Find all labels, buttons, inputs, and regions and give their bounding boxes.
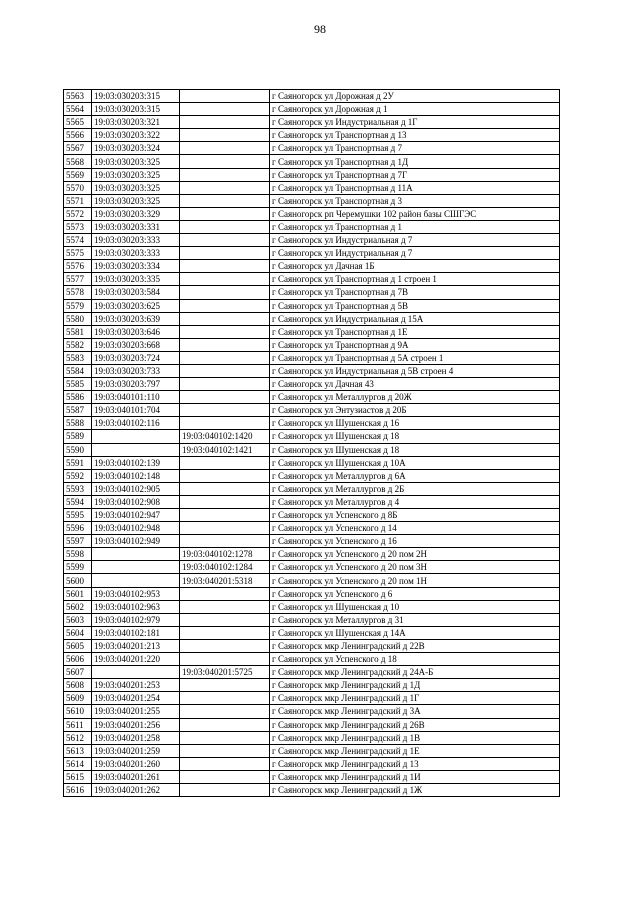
cadastral-number-cell: 19:03:040102:979	[92, 613, 180, 626]
table-row	[64, 247, 560, 260]
page-number: 98	[314, 22, 326, 36]
building-cadastral-number-cell	[180, 129, 270, 142]
row-number-cell: 5567	[64, 142, 92, 155]
row-number-cell: 5586	[64, 391, 92, 404]
building-cadastral-number-cell	[180, 469, 270, 482]
building-cadastral-number-cell	[180, 417, 270, 430]
cadastral-number-cell: 19:03:040201:258	[92, 731, 180, 744]
row-number-cell: 5610	[64, 705, 92, 718]
address-cell: г Саяногорск ул Энтузиастов д 20Б	[270, 404, 560, 417]
row-number-cell: 5606	[64, 653, 92, 666]
table-row	[64, 417, 560, 430]
address-cell: г Саяногорск ул Дорожная д 2У	[270, 90, 560, 103]
cadastral-number-cell: 19:03:030203:334	[92, 260, 180, 273]
cadastral-number-cell: 19:03:040102:908	[92, 495, 180, 508]
building-cadastral-number-cell	[180, 234, 270, 247]
table-row	[64, 548, 560, 561]
address-cell: г Саяногорск ул Успенского д 14	[270, 522, 560, 535]
address-cell: г Саяногорск ул Транспортная д 1Е	[270, 325, 560, 338]
building-cadastral-number-cell: 19:03:040102:1278	[180, 548, 270, 561]
table-row	[64, 639, 560, 652]
address-cell: г Саяногорск ул Транспортная д 3	[270, 194, 560, 207]
building-cadastral-number-cell	[180, 456, 270, 469]
address-cell: г Саяногорск ул Успенского д 6	[270, 587, 560, 600]
cadastral-number-cell: 19:03:030203:333	[92, 247, 180, 260]
building-cadastral-number-cell	[180, 495, 270, 508]
table-row	[64, 286, 560, 299]
table-row	[64, 338, 560, 351]
cadastral-number-cell: 19:03:040201:260	[92, 757, 180, 770]
row-number-cell: 5595	[64, 509, 92, 522]
cadastral-number-cell: 19:03:030203:325	[92, 194, 180, 207]
cadastral-number-cell	[92, 561, 180, 574]
address-cell: г Саяногорск ул Металлургов д 4	[270, 495, 560, 508]
table-row	[64, 744, 560, 757]
address-cell: г Саяногорск мкр Ленинградский д 1И	[270, 770, 560, 783]
building-cadastral-number-cell	[180, 299, 270, 312]
table-row	[64, 351, 560, 364]
table-row	[64, 718, 560, 731]
address-cell: г Саяногорск ул Дачная 43	[270, 378, 560, 391]
table-row	[64, 574, 560, 587]
row-number-cell: 5593	[64, 482, 92, 495]
row-number-cell: 5574	[64, 234, 92, 247]
building-cadastral-number-cell	[180, 522, 270, 535]
building-cadastral-number-cell: 19:03:040102:1284	[180, 561, 270, 574]
row-number-cell: 5587	[64, 404, 92, 417]
cadastral-number-cell: 19:03:040201:261	[92, 770, 180, 783]
cadastral-number-cell: 19:03:030203:639	[92, 312, 180, 325]
cadastral-number-cell: 19:03:030203:797	[92, 378, 180, 391]
cadastral-number-cell: 19:03:040201:253	[92, 679, 180, 692]
row-number-cell: 5598	[64, 548, 92, 561]
cadastral-number-cell: 19:03:030203:668	[92, 338, 180, 351]
cadastral-number-cell: 19:03:030203:324	[92, 142, 180, 155]
address-cell: г Саяногорск ул Транспортная д 5В	[270, 299, 560, 312]
building-cadastral-number-cell	[180, 103, 270, 116]
row-number-cell: 5609	[64, 692, 92, 705]
row-number-cell: 5604	[64, 626, 92, 639]
cadastral-number-cell: 19:03:040102:905	[92, 482, 180, 495]
cadastral-number-cell	[92, 548, 180, 561]
row-number-cell: 5607	[64, 666, 92, 679]
address-cell: г Саяногорск ул Металлургов д 6А	[270, 469, 560, 482]
building-cadastral-number-cell	[180, 744, 270, 757]
address-cell: г Саяногорск ул Металлургов д 2Б	[270, 482, 560, 495]
table-row	[64, 613, 560, 626]
row-number-cell: 5578	[64, 286, 92, 299]
address-cell: г Саяногорск ул Транспортная д 1 строен 1	[270, 273, 560, 286]
building-cadastral-number-cell	[180, 90, 270, 103]
row-number-cell: 5602	[64, 600, 92, 613]
table-row	[64, 561, 560, 574]
table-row	[64, 260, 560, 273]
table-row	[64, 679, 560, 692]
building-cadastral-number-cell	[180, 351, 270, 364]
building-cadastral-number-cell	[180, 273, 270, 286]
row-number-cell: 5608	[64, 679, 92, 692]
cadastral-number-cell	[92, 574, 180, 587]
table-row	[64, 482, 560, 495]
row-number-cell: 5588	[64, 417, 92, 430]
cadastral-number-cell: 19:03:040101:704	[92, 404, 180, 417]
building-cadastral-number-cell	[180, 692, 270, 705]
table-row	[64, 207, 560, 220]
building-cadastral-number-cell	[180, 509, 270, 522]
address-cell: г Саяногорск ул Шушенская д 10А	[270, 456, 560, 469]
table-row	[64, 626, 560, 639]
building-cadastral-number-cell	[180, 600, 270, 613]
row-number-cell: 5570	[64, 181, 92, 194]
address-cell: г Саяногорск мкр Ленинградский д 1Е	[270, 744, 560, 757]
cadastral-number-cell: 19:03:030203:325	[92, 155, 180, 168]
cadastral-number-cell: 19:03:040201:254	[92, 692, 180, 705]
address-cell: г Саяногорск мкр Ленинградский д 26В	[270, 718, 560, 731]
building-cadastral-number-cell	[180, 325, 270, 338]
row-number-cell: 5563	[64, 90, 92, 103]
address-cell: г Саяногорск ул Успенского д 16	[270, 535, 560, 548]
cadastral-number-cell	[92, 443, 180, 456]
table-row	[64, 692, 560, 705]
building-cadastral-number-cell	[180, 482, 270, 495]
building-cadastral-number-cell	[180, 312, 270, 325]
table-row	[64, 168, 560, 181]
table-row	[64, 312, 560, 325]
table-row	[64, 783, 560, 796]
row-number-cell: 5599	[64, 561, 92, 574]
row-number-cell: 5589	[64, 430, 92, 443]
row-number-cell: 5601	[64, 587, 92, 600]
row-number-cell: 5613	[64, 744, 92, 757]
address-cell: г Саяногорск ул Шушенская д 18	[270, 430, 560, 443]
table-row	[64, 325, 560, 338]
building-cadastral-number-cell	[180, 613, 270, 626]
cadastral-number-cell: 19:03:030203:625	[92, 299, 180, 312]
cadastral-number-cell: 19:03:040102:948	[92, 522, 180, 535]
cadastral-number-cell: 19:03:040102:953	[92, 587, 180, 600]
address-cell: г Саяногорск ул Транспортная д 7	[270, 142, 560, 155]
cadastral-number-cell: 19:03:040102:947	[92, 509, 180, 522]
cadastral-number-cell: 19:03:040201:262	[92, 783, 180, 796]
cadastral-number-cell: 19:03:030203:315	[92, 90, 180, 103]
address-cell: г Саяногорск ул Успенского д 20 пом 1Н	[270, 574, 560, 587]
table-row	[64, 495, 560, 508]
building-cadastral-number-cell	[180, 705, 270, 718]
table-row	[64, 378, 560, 391]
address-cell: г Саяногорск ул Транспортная д 5А строен 1	[270, 351, 560, 364]
table-row	[64, 430, 560, 443]
row-number-cell: 5579	[64, 299, 92, 312]
address-cell: г Саяногорск ул Транспортная д 7Г	[270, 168, 560, 181]
building-cadastral-number-cell	[180, 286, 270, 299]
cadastral-number-cell: 19:03:030203:646	[92, 325, 180, 338]
cadastral-number-cell: 19:03:040102:949	[92, 535, 180, 548]
row-number-cell: 5616	[64, 783, 92, 796]
address-cell: г Саяногорск мкр Ленинградский д 1В	[270, 731, 560, 744]
cadastral-number-cell: 19:03:030203:333	[92, 234, 180, 247]
address-cell: г Саяногорск ул Транспортная д 1	[270, 220, 560, 233]
row-number-cell: 5603	[64, 613, 92, 626]
address-cell: г Саяногорск рп Черемушки 102 район базы СШГЭС	[270, 207, 560, 220]
row-number-cell: 5576	[64, 260, 92, 273]
cadastral-number-cell: 19:03:040102:181	[92, 626, 180, 639]
row-number-cell: 5615	[64, 770, 92, 783]
address-cell: г Саяногорск мкр Ленинградский д 3А	[270, 705, 560, 718]
table-row	[64, 770, 560, 783]
row-number-cell: 5569	[64, 168, 92, 181]
building-cadastral-number-cell	[180, 679, 270, 692]
row-number-cell: 5590	[64, 443, 92, 456]
row-number-cell: 5571	[64, 194, 92, 207]
address-cell: г Саяногорск мкр Ленинградский д 1Ж	[270, 783, 560, 796]
table-row	[64, 116, 560, 129]
table-row	[64, 129, 560, 142]
building-cadastral-number-cell: 19:03:040102:1421	[180, 443, 270, 456]
address-cell: г Саяногорск ул Металлургов д 20Ж	[270, 391, 560, 404]
cadastral-number-cell: 19:03:030203:325	[92, 181, 180, 194]
building-cadastral-number-cell	[180, 116, 270, 129]
row-number-cell: 5582	[64, 338, 92, 351]
building-cadastral-number-cell	[180, 718, 270, 731]
row-number-cell: 5581	[64, 325, 92, 338]
cadastral-number-cell: 19:03:040102:963	[92, 600, 180, 613]
cadastral-number-cell: 19:03:030203:335	[92, 273, 180, 286]
address-cell: г Саяногорск ул Транспортная д 1Д	[270, 155, 560, 168]
row-number-cell: 5566	[64, 129, 92, 142]
building-cadastral-number-cell	[180, 168, 270, 181]
address-cell: г Саяногорск ул Успенского д 18	[270, 653, 560, 666]
row-number-cell: 5572	[64, 207, 92, 220]
building-cadastral-number-cell	[180, 194, 270, 207]
table-row	[64, 666, 560, 679]
building-cadastral-number-cell	[180, 626, 270, 639]
table-row	[64, 391, 560, 404]
building-cadastral-number-cell	[180, 338, 270, 351]
row-number-cell: 5605	[64, 639, 92, 652]
table-row	[64, 587, 560, 600]
cadastral-number-cell: 19:03:030203:724	[92, 351, 180, 364]
cadastral-number-cell: 19:03:040201:255	[92, 705, 180, 718]
cadastral-number-cell: 19:03:030203:584	[92, 286, 180, 299]
table-row	[64, 194, 560, 207]
address-cell: г Саяногорск ул Успенского д 20 пом 3Н	[270, 561, 560, 574]
address-cell: г Саяногорск мкр Ленинградский д 13	[270, 757, 560, 770]
row-number-cell: 5568	[64, 155, 92, 168]
building-cadastral-number-cell	[180, 364, 270, 377]
building-cadastral-number-cell	[180, 770, 270, 783]
cadastral-number-cell: 19:03:040102:148	[92, 469, 180, 482]
cadastral-number-cell: 19:03:040102:139	[92, 456, 180, 469]
cadastral-number-cell: 19:03:040201:256	[92, 718, 180, 731]
row-number-cell: 5575	[64, 247, 92, 260]
cadastral-number-cell: 19:03:040201:259	[92, 744, 180, 757]
table-row	[64, 273, 560, 286]
row-number-cell: 5584	[64, 364, 92, 377]
row-number-cell: 5597	[64, 535, 92, 548]
table-row	[64, 469, 560, 482]
table-row	[64, 731, 560, 744]
address-cell: г Саяногорск ул Транспортная д 11А	[270, 181, 560, 194]
address-cell: г Саяногорск ул Индустриальная д 5В строен 4	[270, 364, 560, 377]
table-row	[64, 522, 560, 535]
table-row	[64, 220, 560, 233]
building-cadastral-number-cell	[180, 731, 270, 744]
row-number-cell: 5565	[64, 116, 92, 129]
table-row	[64, 443, 560, 456]
row-number-cell: 5614	[64, 757, 92, 770]
row-number-cell: 5612	[64, 731, 92, 744]
address-cell: г Саяногорск мкр Ленинградский д 1Г	[270, 692, 560, 705]
table-row	[64, 234, 560, 247]
address-cell: г Саяногорск мкр Ленинградский д 24А-Б	[270, 666, 560, 679]
table-row	[64, 705, 560, 718]
cadastral-number-cell: 19:03:040201:213	[92, 639, 180, 652]
row-number-cell: 5585	[64, 378, 92, 391]
cadastral-number-cell	[92, 666, 180, 679]
building-cadastral-number-cell: 19:03:040201:5318	[180, 574, 270, 587]
table-row	[64, 456, 560, 469]
cadastral-number-cell: 19:03:030203:322	[92, 129, 180, 142]
registry-table-body	[64, 90, 560, 797]
address-cell: г Саяногорск ул Шушенская д 18	[270, 443, 560, 456]
cadastral-number-cell: 19:03:030203:325	[92, 168, 180, 181]
cadastral-number-cell: 19:03:040201:220	[92, 653, 180, 666]
table-row	[64, 535, 560, 548]
address-cell: г Саяногорск ул Дачная 1Б	[270, 260, 560, 273]
building-cadastral-number-cell	[180, 587, 270, 600]
building-cadastral-number-cell	[180, 535, 270, 548]
cadastral-number-cell	[92, 430, 180, 443]
building-cadastral-number-cell: 19:03:040201:5725	[180, 666, 270, 679]
address-cell: г Саяногорск ул Индустриальная д 7	[270, 247, 560, 260]
building-cadastral-number-cell	[180, 247, 270, 260]
table-row	[64, 600, 560, 613]
table-row	[64, 155, 560, 168]
row-number-cell: 5577	[64, 273, 92, 286]
cadastral-number-cell: 19:03:040101:110	[92, 391, 180, 404]
table-row	[64, 757, 560, 770]
building-cadastral-number-cell: 19:03:040102:1420	[180, 430, 270, 443]
row-number-cell: 5564	[64, 103, 92, 116]
building-cadastral-number-cell	[180, 260, 270, 273]
address-cell: г Саяногорск мкр Ленинградский д 22В	[270, 639, 560, 652]
table-row	[64, 90, 560, 103]
cadastral-number-cell: 19:03:040102:116	[92, 417, 180, 430]
cadastral-number-cell: 19:03:030203:321	[92, 116, 180, 129]
building-cadastral-number-cell	[180, 404, 270, 417]
building-cadastral-number-cell	[180, 391, 270, 404]
address-cell: г Саяногорск ул Дорожная д 1	[270, 103, 560, 116]
table-row	[64, 509, 560, 522]
table-row	[64, 364, 560, 377]
row-number-cell: 5583	[64, 351, 92, 364]
address-cell: г Саяногорск ул Шушенская д 10	[270, 600, 560, 613]
row-number-cell: 5611	[64, 718, 92, 731]
address-cell: г Саяногорск ул Металлургов д 31	[270, 613, 560, 626]
registry-table	[63, 89, 560, 797]
table-row	[64, 404, 560, 417]
address-cell: г Саяногорск ул Транспортная д 13	[270, 129, 560, 142]
building-cadastral-number-cell	[180, 142, 270, 155]
row-number-cell: 5580	[64, 312, 92, 325]
row-number-cell: 5594	[64, 495, 92, 508]
cadastral-number-cell: 19:03:030203:733	[92, 364, 180, 377]
building-cadastral-number-cell	[180, 639, 270, 652]
table-row	[64, 142, 560, 155]
building-cadastral-number-cell	[180, 207, 270, 220]
building-cadastral-number-cell	[180, 783, 270, 796]
building-cadastral-number-cell	[180, 220, 270, 233]
building-cadastral-number-cell	[180, 378, 270, 391]
building-cadastral-number-cell	[180, 155, 270, 168]
address-cell: г Саяногорск ул Индустриальная д 1Г	[270, 116, 560, 129]
row-number-cell: 5600	[64, 574, 92, 587]
table-row	[64, 103, 560, 116]
row-number-cell: 5573	[64, 220, 92, 233]
address-cell: г Саяногорск ул Успенского д 8Б	[270, 509, 560, 522]
building-cadastral-number-cell	[180, 181, 270, 194]
cadastral-number-cell: 19:03:030203:329	[92, 207, 180, 220]
address-cell: г Саяногорск мкр Ленинградский д 1Д	[270, 679, 560, 692]
cadastral-number-cell: 19:03:030203:331	[92, 220, 180, 233]
row-number-cell: 5591	[64, 456, 92, 469]
building-cadastral-number-cell	[180, 757, 270, 770]
table-row	[64, 181, 560, 194]
table-row	[64, 653, 560, 666]
row-number-cell: 5596	[64, 522, 92, 535]
address-cell: г Саяногорск ул Шушенская д 14А	[270, 626, 560, 639]
cadastral-number-cell: 19:03:030203:315	[92, 103, 180, 116]
address-cell: г Саяногорск ул Транспортная д 9А	[270, 338, 560, 351]
row-number-cell: 5592	[64, 469, 92, 482]
address-cell: г Саяногорск ул Шушенская д 16	[270, 417, 560, 430]
address-cell: г Саяногорск ул Индустриальная д 15А	[270, 312, 560, 325]
address-cell: г Саяногорск ул Индустриальная д 7	[270, 234, 560, 247]
address-cell: г Саяногорск ул Успенского д 20 пом 2Н	[270, 548, 560, 561]
address-cell: г Саяногорск ул Транспортная д 7В	[270, 286, 560, 299]
building-cadastral-number-cell	[180, 653, 270, 666]
table-row	[64, 299, 560, 312]
